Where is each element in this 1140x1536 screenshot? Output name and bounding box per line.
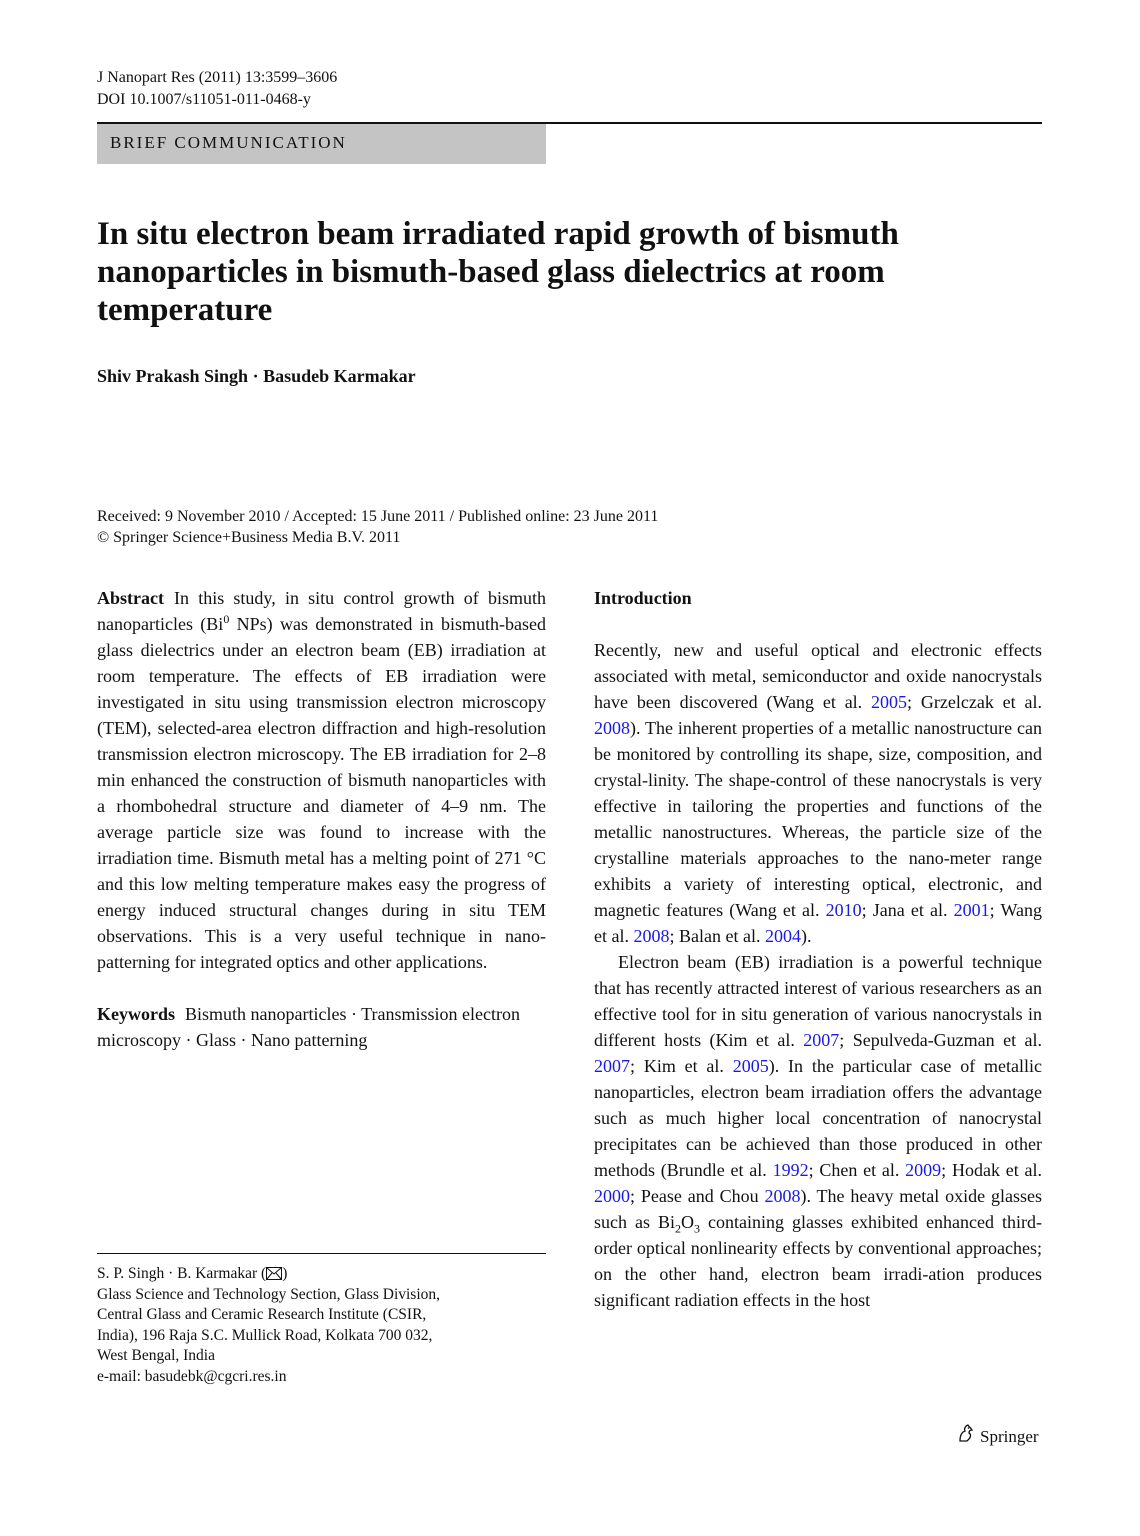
citation-link[interactable]: 2005 [871,692,908,712]
citation-link[interactable]: 2008 [594,718,630,738]
journal-header [97,67,337,111]
affiliation-line: Central Glass and Ceramic Research Institute (CSIR, [97,1306,427,1323]
affiliation-line: West Bengal, India [97,1347,215,1364]
affiliation-names: S. P. Singh · B. Karmakar ( ) [97,1265,288,1282]
citation-link[interactable]: 2005 [732,1056,769,1076]
citation-link[interactable]: 2000 [594,1186,630,1206]
keywords: Keywords Bismuth nanoparticles · Transmission electron microscopy · Glass · Nano patterning [97,1004,520,1050]
right-column [594,585,1042,1313]
received-accepted-published: Received: 9 November 2010 / Accepted: 15 June 2011 / Published online: 23 June 2011 [97,508,659,525]
springer-horse-icon [956,1423,980,1450]
authors: Shiv Prakash Singh · Basudeb Karmakar [97,366,416,386]
paper-title: In situ electron beam irradiated rapid growth of bismuth nanoparticles in bismuth-based glass dielectrics at room temperature [97,216,899,328]
citation-link[interactable]: 2008 [633,926,670,946]
citation-link[interactable]: 2010 [825,900,862,920]
intro-paragraph-2: Electron beam (EB) irradiation is a powerful technique that has recently attracted interest of various researchers as an effective tool for in situ generation of various nanocrystals in different hosts (Kim et al. 2007; Sepulveda-Guzman et al. 2007; Kim et al. 2005). In the particular case of metallic nanoparticles, electron beam irradiation offers the advantage such as much higher local concentration of nanocrystal precipitates can be achieved than those produced in other methods (Brundle et al. 1992; Chen et al. 2009; Hodak et al. 2000; Pease and Chou 2008). The heavy metal oxide glasses such as $Bi_2O_3$ containing glasses exhibited enhanced third-order optical nonlinearity effects by conventional approaches; on the other hand, electron beam irradi-ation produces significant radiation effects in the host [594,952,1043,1310]
left-column [97,585,546,1053]
citation-link[interactable]: 1992 [772,1160,809,1180]
section-label: BRIEF COMMUNICATION [110,133,347,152]
email[interactable]: e-mail: basudebk@cgcri.res.in [97,1367,287,1385]
citation-link[interactable]: 2007 [803,1030,840,1050]
affiliation-line: India), 196 Raja S.C. Mullick Road, Kolkata 700 032, [97,1326,433,1344]
introduction-heading: Introduction [594,588,692,608]
envelope-icon [266,1265,282,1282]
citation-link[interactable]: 2004 [764,926,801,946]
abstract-label: Abstract [97,588,164,608]
citation-link[interactable]: 2001 [953,900,990,920]
citation-link[interactable]: 2007 [594,1056,630,1076]
doi: DOI 10.1007/s11051-011-0468-y [97,91,311,108]
footnote-rule [97,1253,546,1254]
citation-link[interactable]: 2008 [764,1186,801,1206]
intro-paragraph-1: Recently, new and useful optical and electronic effects associated with metal, semiconductor and oxide nanocrystals have been discovered (Wang et al. 2005; Grzelczak et al. 2008). The inherent properties of a metallic nanostructure can be monitored by controlling its shape, size, composition, and crystal-linity. The shape-control of these nanocrystals is very effective in tailoring the properties and functions of the metallic nanostructures. Whereas, the particle size of the crystalline materials approaches to the nano-meter range exhibits a variety of interesting optical, electronic, and magnetic features (Wang et al. 2010; Jana et al. 2001; Wang et al. 2008; Balan et al. 2004). [594,640,1043,946]
dates-block [97,506,1042,548]
affiliation-line: Glass Science and Technology Section, Glass Division, [97,1285,441,1303]
journal-citation: J Nanopart Res (2011) 13:3599–3606 [97,69,338,86]
abstract: Abstract In this study, in situ control growth of bismuth nanoparticles (Bi$^0$ NPs) was demonstrated in bismuth-based glass dielectrics under an electron beam (EB) irradiation at room temperature. The effects of EB irradiation were investigated in situ using transmission electron microscopy (TEM), selected-area electron diffraction and high-resolution transmission electron microscopy. The EB irradiation for 2–8 min enhanced the construction of bismuth nanoparticles with a rhombohedral structure and diameter of 4–9 nm. The average particle size was found to increase with the irradiation time. Bismuth metal has a melting point of 271 °C and this low melting temperature makes easy the progress of energy induced structural changes during in situ TEM observations. This is a very useful technique in nano-patterning for integrated optics and other applications. [97,588,546,972]
publisher-name: Springer [980,1426,1039,1446]
publisher-logo [956,1423,1039,1450]
copyright: © Springer Science+Business Media B.V. 2011 [97,529,401,546]
keywords-label: Keywords [97,1004,175,1024]
affiliation [97,1264,546,1387]
citation-link[interactable]: 2009 [905,1160,942,1180]
